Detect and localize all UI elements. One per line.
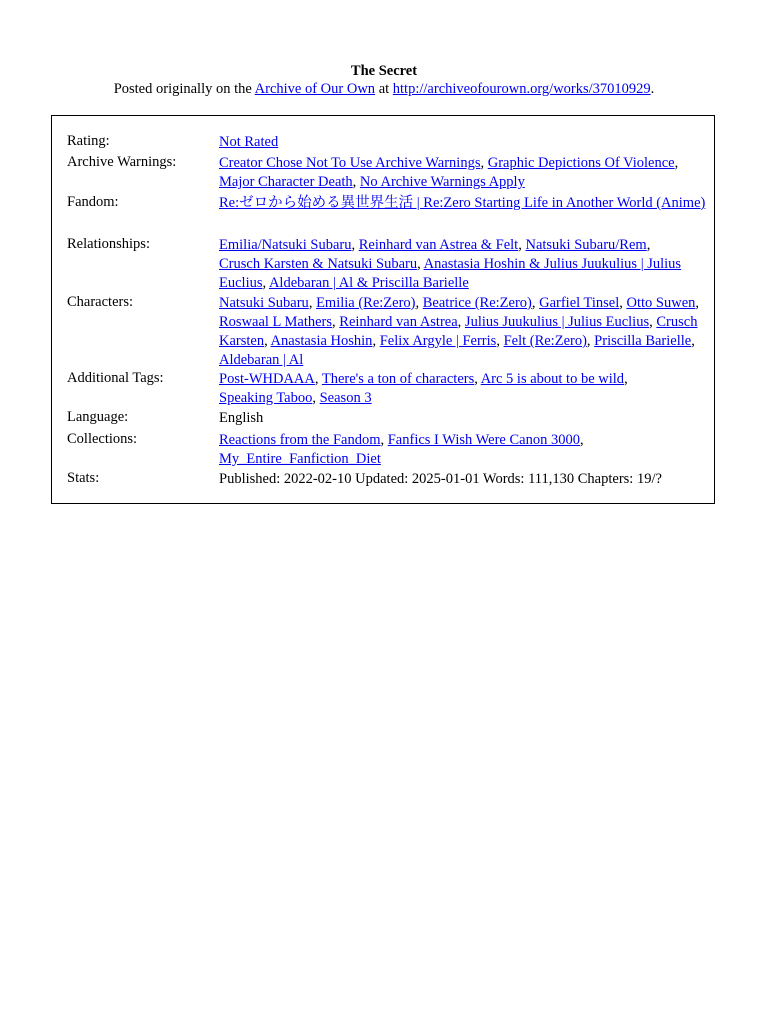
- work-title: The Secret: [350, 63, 418, 79]
- tag-link[interactable]: Emilia/Natsuki Subaru: [219, 237, 352, 253]
- archive-link[interactable]: Archive of Our Own: [254, 81, 376, 97]
- tag-link[interactable]: Anastasia Hoshin & Julius Juukulius | Julius Euclius: [219, 256, 682, 291]
- tag-link[interactable]: Anastasia Hoshin: [270, 333, 373, 349]
- tag-link[interactable]: Beatrice (Re:Zero): [422, 295, 532, 311]
- characters-tags: Natsuki Subaru, Emilia (Re:Zero), Beatrice (Re:Zero), Garfiel Tinsel, Otto Suwen, Roswaal L Mathers, Reinhard van Astrea, Julius Juukulius | Julius Euclius, Crusch Karsten, Anastasia Hoshin, Felix Argyle | Ferris, Felt (Re:Zero), Priscilla Barielle, Aldebaran | Al: [219, 295, 700, 368]
- tag-link[interactable]: Season 3: [319, 390, 372, 406]
- posted-suffix: .: [650, 81, 655, 97]
- tag-link[interactable]: There's a ton of characters: [321, 371, 475, 387]
- warnings-tags: Creator Chose Not To Use Archive Warnings, Graphic Depictions Of Violence, Major Character Death, No Archive Warnings Apply: [219, 155, 679, 190]
- language-value: English: [219, 410, 264, 426]
- warnings-label: Archive Warnings:: [67, 154, 177, 170]
- collections-tags: Reactions from the Fandom, Fanfics I Wish Were Canon 3000, My_Entire_Fanfiction_Diet: [219, 432, 584, 467]
- tag-link[interactable]: Creator Chose Not To Use Archive Warnings: [219, 155, 481, 171]
- tag-link[interactable]: Reactions from the Fandom: [219, 432, 381, 448]
- tag-link[interactable]: Crusch Karsten: [219, 314, 698, 349]
- tag-link[interactable]: Major Character Death: [219, 174, 353, 190]
- tag-link[interactable]: Natsuki Subaru/Rem: [525, 237, 647, 253]
- tag-link[interactable]: Aldebaran | Al: [219, 352, 304, 368]
- tag-link[interactable]: Reinhard van Astrea: [339, 314, 458, 330]
- posted-middle: at: [378, 81, 390, 97]
- tag-link[interactable]: Priscilla Barielle: [594, 333, 692, 349]
- tag-link[interactable]: Not Rated: [219, 134, 279, 150]
- tag-link[interactable]: Fanfics I Wish Were Canon 3000: [387, 432, 580, 448]
- stats-value: Published: 2022-02-10 Updated: 2025-01-01 Words: 111,130 Chapters: 19/?: [219, 471, 662, 487]
- stats-label: Stats:: [67, 470, 100, 486]
- tag-link[interactable]: Felt (Re:Zero): [503, 333, 587, 349]
- tag-link[interactable]: Roswaal L Mathers: [219, 314, 333, 330]
- rating-tags: [219, 133, 709, 152]
- relationships-label: Relationships:: [67, 236, 150, 252]
- additional-tags-list: Post-WHDAAA, There's a ton of characters, Arc 5 is about to be wild, Speaking Taboo, Season 3: [219, 371, 628, 406]
- tag-link[interactable]: Speaking Taboo: [219, 390, 313, 406]
- posted-prefix: Posted originally on the: [113, 81, 252, 97]
- tag-link[interactable]: Julius Juukulius | Julius Euclius: [464, 314, 650, 330]
- work-header: [0, 62, 768, 98]
- tag-link[interactable]: Post-WHDAAA: [219, 371, 315, 387]
- work-url-link[interactable]: http://archiveofourown.org/works/37010929: [392, 81, 651, 97]
- tag-link[interactable]: Emilia (Re:Zero): [316, 295, 416, 311]
- fandom-tags: [219, 194, 709, 213]
- tag-link[interactable]: My_Entire_Fanfiction_Diet: [219, 451, 381, 467]
- additional-tags-label: Additional Tags:: [67, 370, 164, 386]
- tag-link[interactable]: Otto Suwen: [626, 295, 696, 311]
- tag-link[interactable]: Felix Argyle | Ferris: [379, 333, 497, 349]
- work-meta-box: [51, 115, 715, 504]
- tag-link[interactable]: Graphic Depictions Of Violence: [487, 155, 675, 171]
- tag-link[interactable]: Natsuki Subaru: [219, 295, 309, 311]
- tag-link[interactable]: Arc 5 is about to be wild: [480, 371, 625, 387]
- rating-label: Rating:: [67, 133, 110, 149]
- posted-line: [0, 80, 768, 98]
- tag-link[interactable]: Re:ゼロから始める異世界生活 | Re:Zero Starting Life in Another World (Anime): [219, 195, 706, 211]
- language-label: Language:: [67, 409, 129, 425]
- tag-link[interactable]: Aldebaran | Al & Priscilla Barielle: [268, 275, 469, 291]
- tag-link[interactable]: Reinhard van Astrea & Felt: [358, 237, 519, 253]
- collections-label: Collections:: [67, 431, 138, 447]
- tag-link[interactable]: No Archive Warnings Apply: [359, 174, 525, 190]
- characters-label: Characters:: [67, 294, 134, 310]
- tag-link[interactable]: Garfiel Tinsel: [539, 295, 620, 311]
- fandom-label: Fandom:: [67, 194, 119, 210]
- tag-link[interactable]: Crusch Karsten & Natsuki Subaru: [219, 256, 418, 272]
- relationships-tags: Emilia/Natsuki Subaru, Reinhard van Astrea & Felt, Natsuki Subaru/Rem, Crusch Karsten & Natsuki Subaru, Anastasia Hoshin & Julius Juukulius | Julius Euclius, Aldebaran | Al & Priscilla Barielle: [219, 237, 682, 291]
